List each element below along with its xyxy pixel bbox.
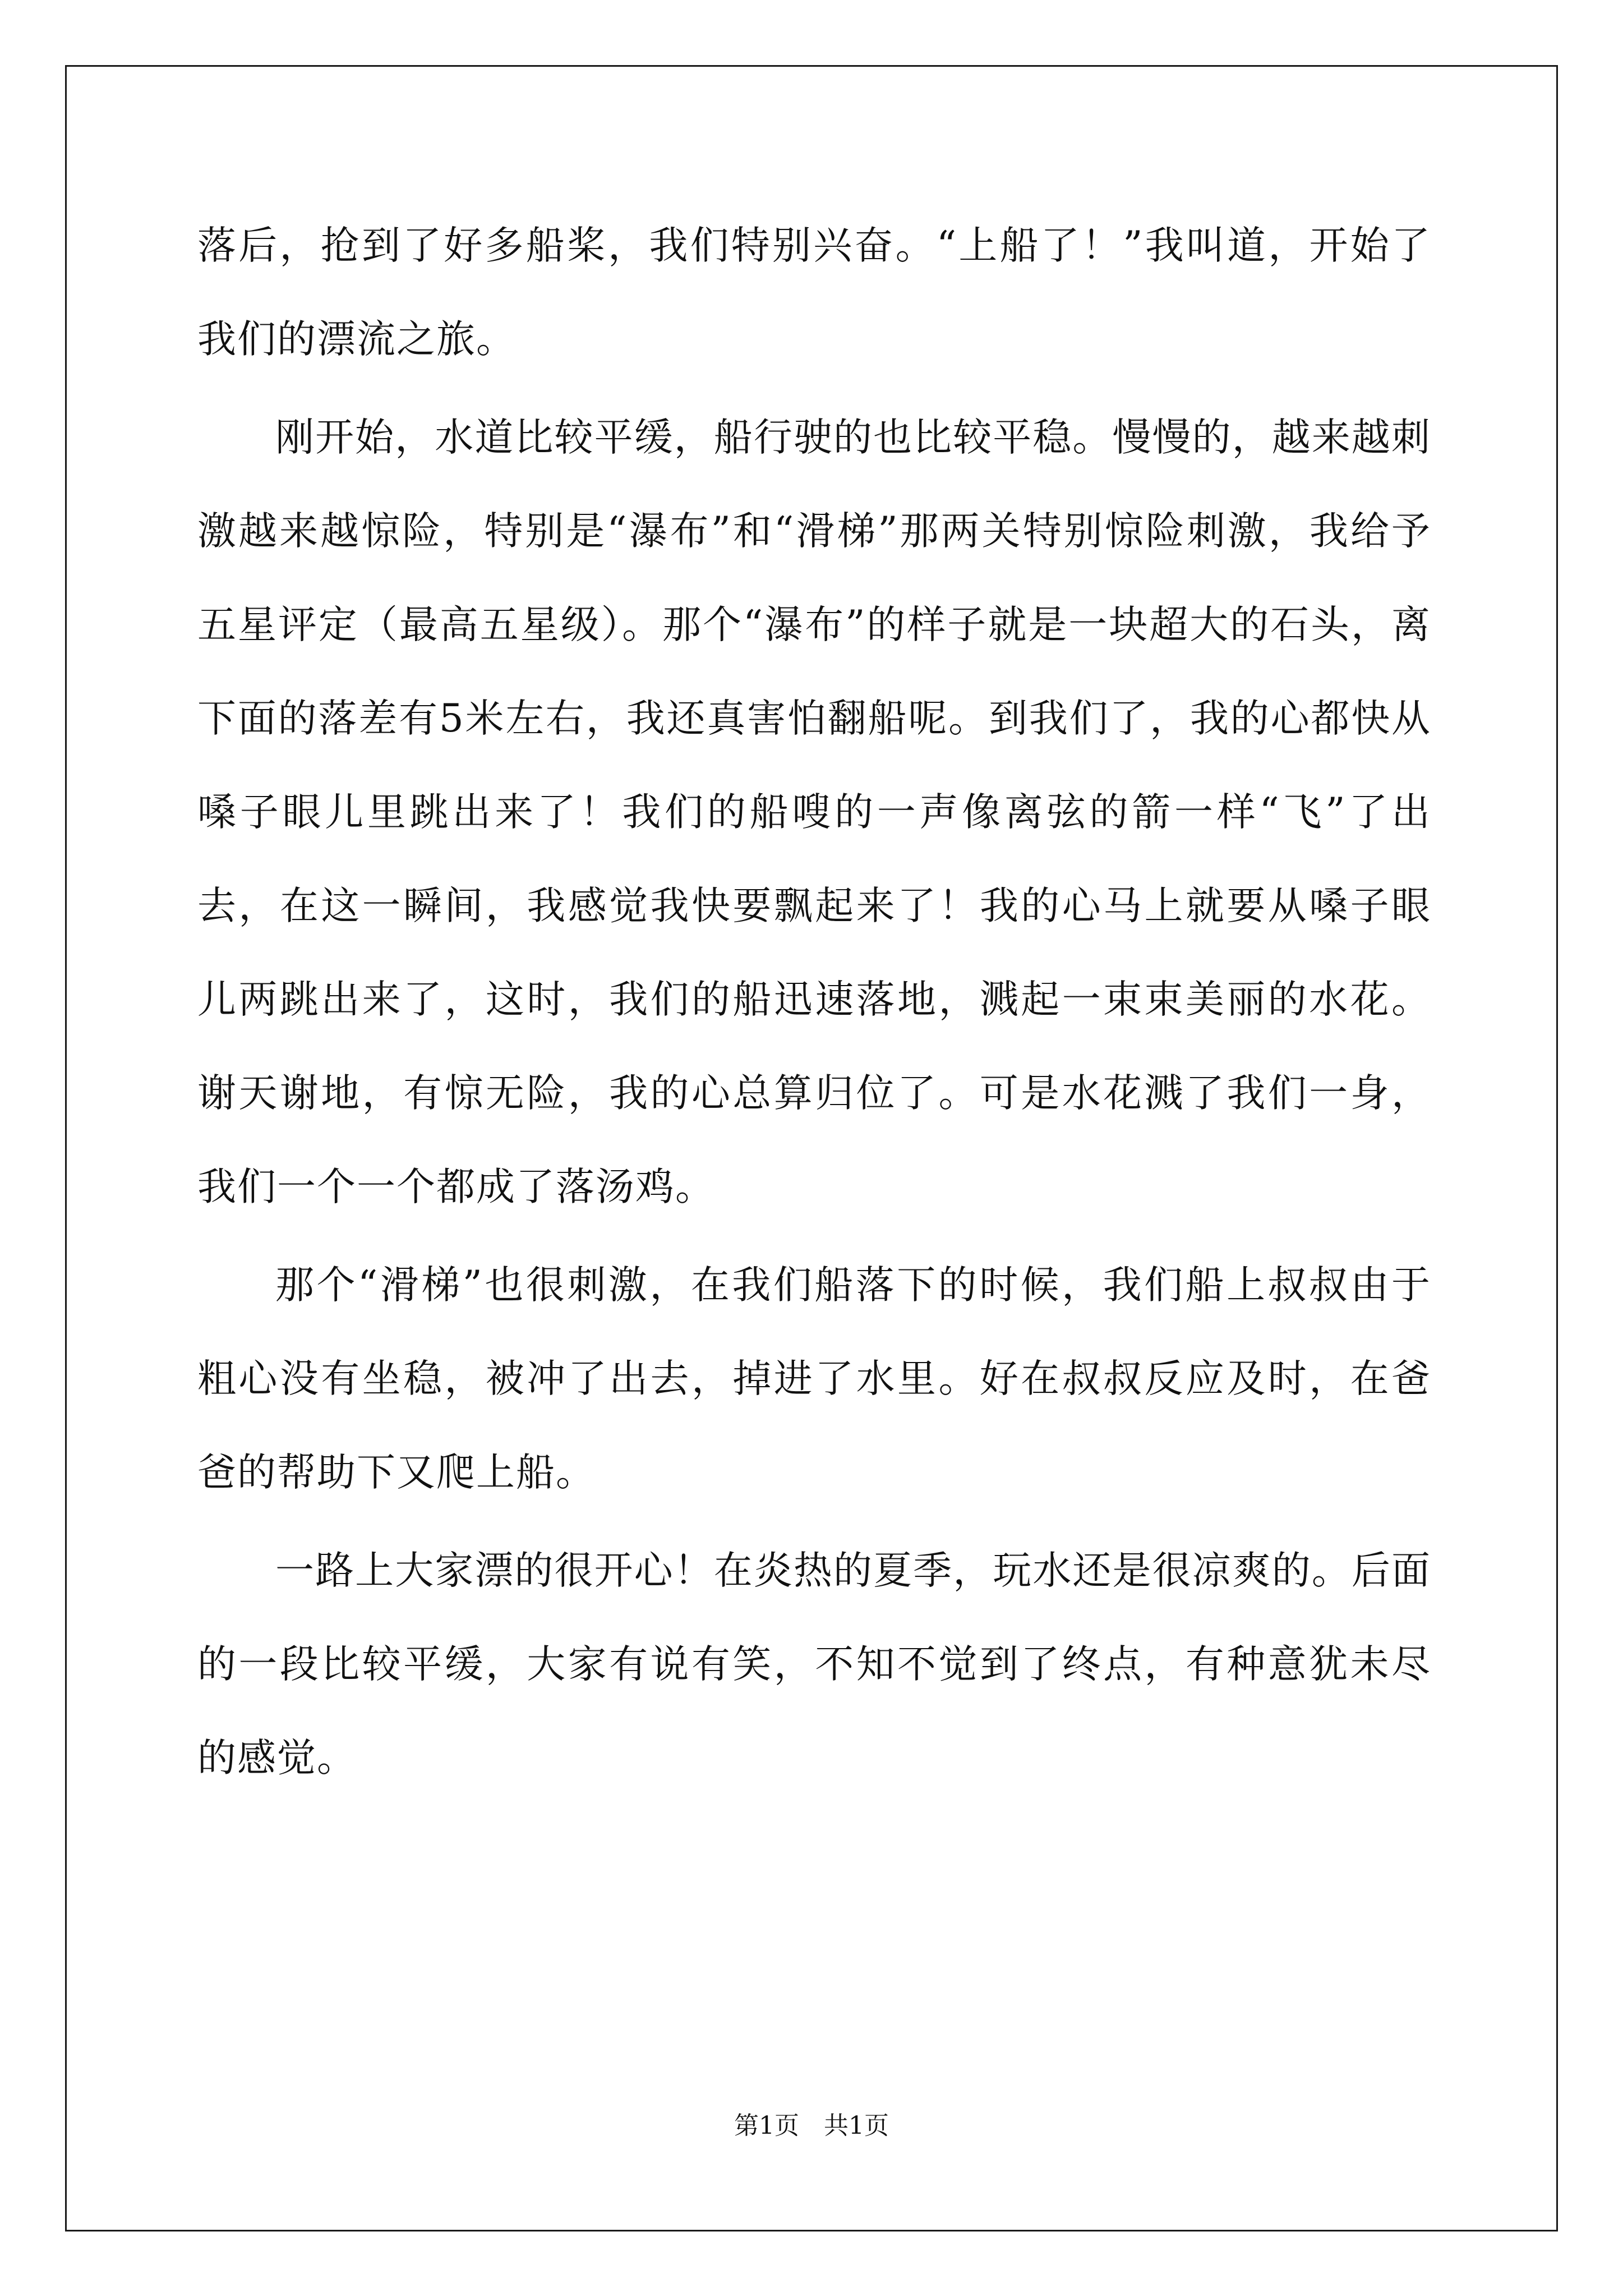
paragraph-2: 刚开始，水道比较平缓，船行驶的也比较平稳。慢慢的，越来越刺激越来越惊险，特别是“瀑布”和“滑梯”那两关特别惊险刺激，我给予五星评定（最高五星级）。那个“瀑布”的样子就是一块超大的石头，离下面的落差有5米左右，我还真害怕翻船呢。到我们了，我的心都快从嗓子眼儿里跳出来了！我们的船嗖的一声像离弦的箭一样“飞”了出去，在这一瞬间，我感觉我快要飘起来了！我的心马上就要从嗓子眼儿两跳出来了，这时，我们的船迅速落地，溅起一束束美丽的水花。谢天谢地，有惊无险，我的心总算归位了。可是水花溅了我们一身，我们一个一个都成了落汤鸡。 — [197, 415, 1431, 1209]
paragraph-4: 一路上大家漂的很开心！在炎热的夏季，玩水还是很凉爽的。后面的一段比较平缓，大家有说有笑，不知不觉到了终点，有种意犹未尽的感觉。 — [197, 1548, 1431, 1780]
document-body — [197, 199, 1431, 1810]
paragraph-3: 那个“滑梯”也很刺激，在我们船落下的时候，我们船上叔叔由于粗心没有坐稳，被冲了出去，掉进了水里。好在叔叔反应及时，在爸爸的帮助下又爬上船。 — [197, 1263, 1431, 1495]
paragraph-1: 落后，抢到了好多船桨，我们特别兴奋。“上船了！”我叫道，开始了我们的漂流之旅。 — [197, 223, 1431, 362]
page-number-footer: 第1页 共1页 — [734, 2111, 889, 2140]
